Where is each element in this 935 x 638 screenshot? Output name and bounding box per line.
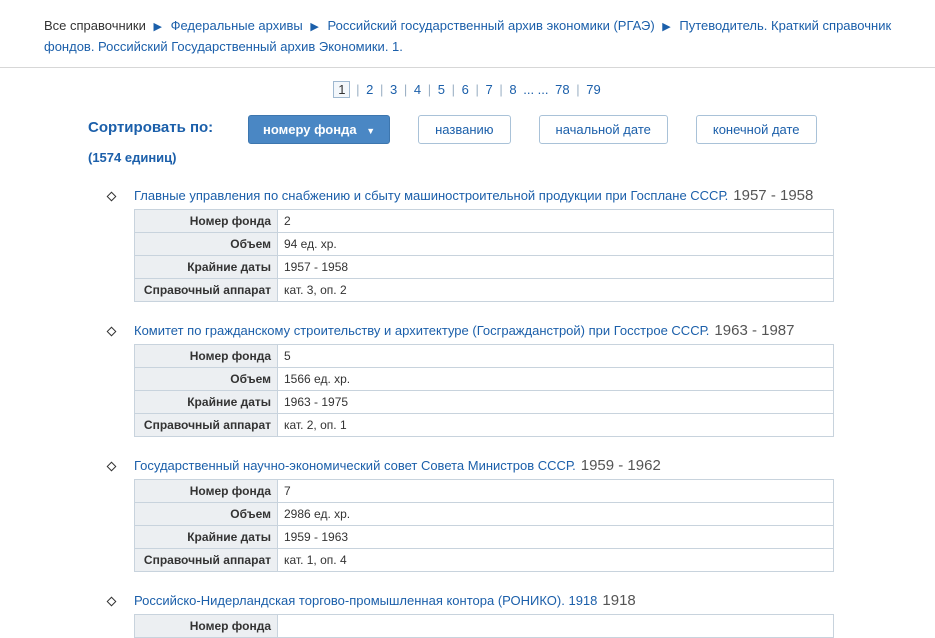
list-item-header <box>120 322 935 340</box>
table-row <box>135 210 834 233</box>
table-row <box>135 615 834 638</box>
table-row <box>135 526 834 549</box>
fond-header-dates: 1959 - 1962 <box>580 457 661 474</box>
list-item-header <box>120 187 935 205</box>
bullet-icon <box>107 192 117 202</box>
pagination-divider: | <box>451 82 455 97</box>
table-row <box>135 480 834 503</box>
list-item-header <box>120 592 935 610</box>
pagination-page-3[interactable]: 3 <box>390 82 398 97</box>
pagination <box>0 68 935 107</box>
value-reference-apparatus: кат. 2, оп. 1 <box>278 414 834 437</box>
fond-details-table <box>134 614 834 638</box>
table-row <box>135 391 834 414</box>
bullet-icon <box>107 462 117 472</box>
sort-by-fond-number-button[interactable] <box>248 115 390 144</box>
fond-details-table <box>134 209 834 302</box>
pagination-page-5[interactable]: 5 <box>437 82 445 97</box>
chevron-right-icon: ▶ <box>153 21 162 33</box>
results-list <box>0 169 935 638</box>
pagination-page-7[interactable]: 7 <box>485 82 493 97</box>
value-fond-number: 5 <box>278 345 834 368</box>
label-fond-number: Номер фонда <box>135 345 278 368</box>
value-volume: 2986 ед. хр. <box>278 503 834 526</box>
pagination-divider: | <box>403 82 408 97</box>
label-reference-apparatus: Справочный аппарат <box>135 414 278 437</box>
value-extreme-dates: 1963 - 1975 <box>278 391 834 414</box>
sort-label-block <box>88 113 248 169</box>
list-item <box>0 187 935 302</box>
fond-title-link[interactable]: Российско-Нидерландская торгово-промышленная контора (РОНИКО). 1918 <box>134 593 598 608</box>
value-fond-number: 2 <box>278 210 834 233</box>
table-row <box>135 279 834 302</box>
value-fond-number: 7 <box>278 480 834 503</box>
chevron-right-icon: ▶ <box>310 21 319 33</box>
table-row <box>135 368 834 391</box>
pagination-page-2[interactable]: 2 <box>366 82 374 97</box>
pagination-divider: | <box>427 82 432 97</box>
table-row <box>135 233 834 256</box>
fond-details-table <box>134 344 834 437</box>
label-volume: Объем <box>135 368 278 391</box>
label-volume: Объем <box>135 503 278 526</box>
fond-details-table <box>134 479 834 572</box>
value-reference-apparatus: кат. 3, оп. 2 <box>278 279 834 302</box>
value-volume: 1566 ед. хр. <box>278 368 834 391</box>
sort-by-end-date-button[interactable]: конечной дате <box>696 115 817 144</box>
list-item <box>0 457 935 572</box>
label-extreme-dates: Крайние даты <box>135 256 278 279</box>
fond-header-dates: 1963 - 1987 <box>714 322 795 339</box>
label-reference-apparatus: Справочный аппарат <box>135 549 278 572</box>
value-extreme-dates: 1959 - 1963 <box>278 526 834 549</box>
list-item-header <box>120 457 935 475</box>
label-volume: Объем <box>135 233 278 256</box>
bullet-icon <box>107 327 117 337</box>
results-count: (1574 единиц) <box>88 150 177 165</box>
pagination-divider: | <box>576 82 580 97</box>
pagination-divider: | <box>499 82 503 97</box>
value-fond-number <box>278 615 834 638</box>
sort-buttons <box>248 113 817 144</box>
list-item <box>0 592 935 638</box>
fond-title-link[interactable]: Главные управления по снабжению и сбыту машиностроительной продукции при Госплане СССР. <box>134 188 729 203</box>
table-row <box>135 414 834 437</box>
fond-header-dates: 1957 - 1958 <box>733 187 814 204</box>
label-fond-number: Номер фонда <box>135 480 278 503</box>
pagination-page-6[interactable]: 6 <box>461 82 469 97</box>
pagination-divider: | <box>475 82 479 97</box>
label-fond-number: Номер фонда <box>135 615 278 638</box>
sort-title: Сортировать по: <box>88 119 214 136</box>
value-volume: 94 ед. хр. <box>278 233 834 256</box>
table-row <box>135 503 834 526</box>
list-item <box>0 322 935 437</box>
pagination-ellipsis: ... ... <box>523 82 549 97</box>
pagination-page-79[interactable]: 79 <box>586 82 601 97</box>
label-reference-apparatus: Справочный аппарат <box>135 279 278 302</box>
pagination-divider: | <box>379 82 384 97</box>
pagination-page-8[interactable]: 8 <box>509 82 517 97</box>
pagination-page-4[interactable]: 4 <box>413 82 422 97</box>
chevron-right-icon: ▶ <box>662 21 671 33</box>
breadcrumb-item-2[interactable]: Российский государственный архив экономики (РГАЭ) <box>327 18 655 33</box>
sort-by-fond-number-label: номеру фонда <box>263 122 357 137</box>
value-extreme-dates: 1957 - 1958 <box>278 256 834 279</box>
breadcrumb-item-3[interactable]: Путеводитель. Краткий справочник фондов. Российский Государственный архив Экономики. 1. <box>44 18 892 54</box>
table-row <box>135 549 834 572</box>
fond-title-link[interactable]: Государственный научно-экономический совет Совета Министров СССР. <box>134 458 576 473</box>
table-row <box>135 345 834 368</box>
breadcrumb <box>0 0 935 67</box>
table-row <box>135 256 834 279</box>
label-extreme-dates: Крайние даты <box>135 526 278 549</box>
sort-by-name-button[interactable]: названию <box>418 115 510 144</box>
label-extreme-dates: Крайние даты <box>135 391 278 414</box>
fond-title-link[interactable]: Комитет по гражданскому строительству и архитектуре (Госгражданстрой) при Госстрое СССР. <box>134 323 710 338</box>
fond-header-dates: 1918 <box>602 592 636 609</box>
sort-toolbar <box>0 107 935 169</box>
breadcrumb-item-1[interactable]: Федеральные архивы <box>170 18 303 33</box>
pagination-page-78[interactable]: 78 <box>555 82 570 97</box>
value-reference-apparatus: кат. 1, оп. 4 <box>278 549 834 572</box>
breadcrumb-item-0: Все справочники <box>44 18 146 33</box>
chevron-down-icon: ▼ <box>366 125 376 136</box>
bullet-icon <box>107 597 117 607</box>
label-fond-number: Номер фонда <box>135 210 278 233</box>
pagination-current-page[interactable]: 1 <box>333 81 350 98</box>
sort-by-start-date-button[interactable]: начальной дате <box>539 115 668 144</box>
pagination-divider: | <box>356 82 360 97</box>
